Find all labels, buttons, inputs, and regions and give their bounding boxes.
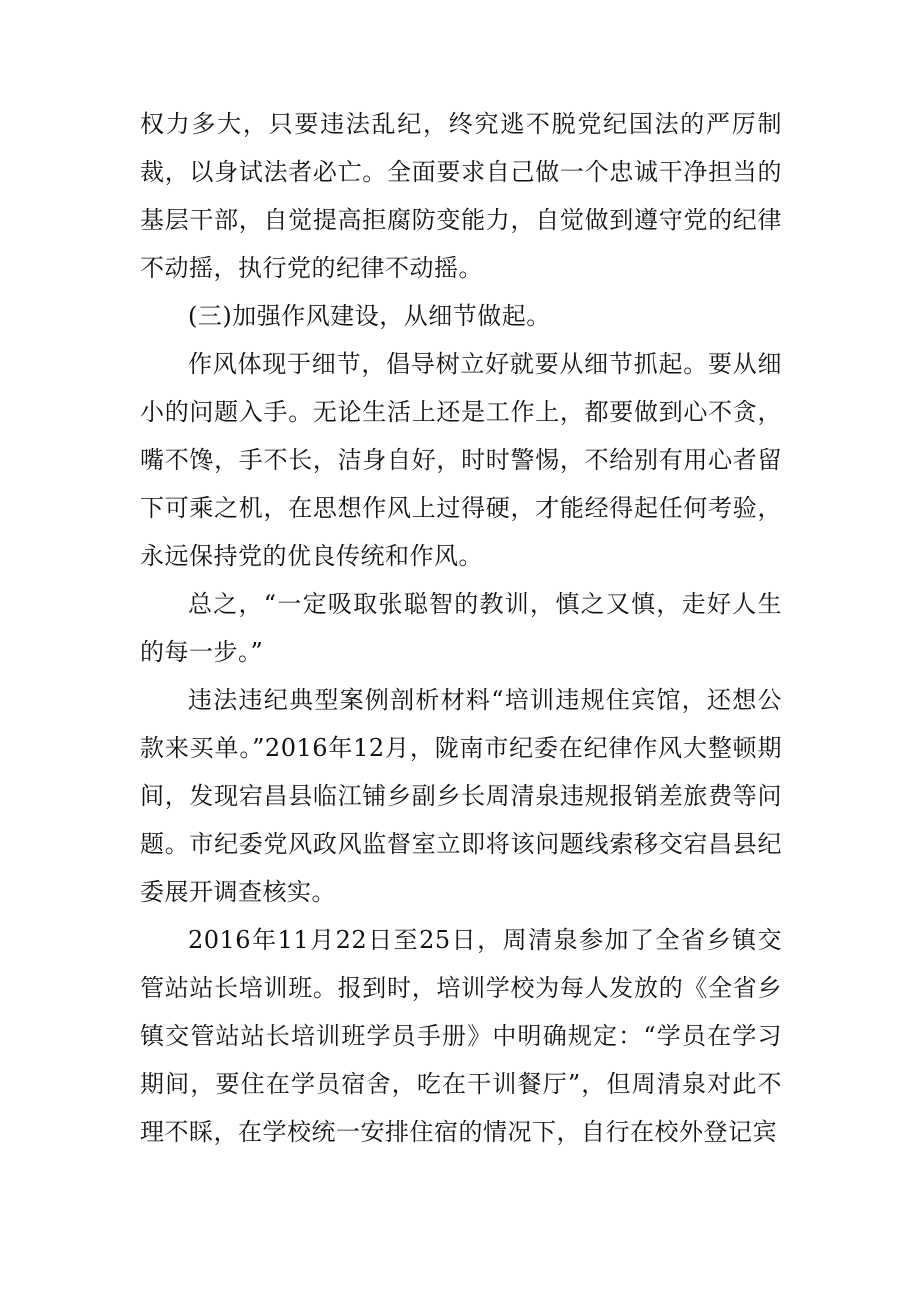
paragraph-2-heading: (三)加强作风建设，从细节做起。 bbox=[188, 302, 551, 330]
paragraph-3: 作风体现于细节，倡导树立好就要从细节抓起。要从细小的问题入手。无论生活上还是工作上，都要做到心不贪，嘴不馋，手不长，洁身自好，时时警惕，不给别有用心者留下可乘之机，在思想作风上过得硬，才能经得起任何考验，永远保持党的优良传统和作风。 bbox=[140, 350, 782, 570]
paragraph-5: 违法违纪典型案例剖析材料“培训违规住宾馆，还想公款来买单。”2016年12月，陇南市纪委在纪律作风大整顿期间，发现宕昌县临江铺乡副乡长周清泉违规报销差旅费等问题。市纪委党风政风监督室立即将该问题线索移交宕昌县纪委展开调查核实。 bbox=[140, 686, 782, 906]
paragraph-6: 2016年11月22日至25日，周清泉参加了全省乡镇交管站站长培训班。报到时，培训学校为每人发放的《全省乡镇交管站站长培训班学员手册》中明确规定：“学员在学习期间，要住在学员宿舍，吃在干训餐厅”，但周清泉对此不理不睬，在学校统一安排住宿的情况下，自行在校外登记宾 bbox=[140, 926, 782, 1146]
paragraph-1: 权力多大，只要违法乱纪，终究逃不脱党纪国法的严厉制裁，以身试法者必亡。全面要求自己做一个忠诚干净担当的基层干部，自觉提高拒腐防变能力，自觉做到遵守党的纪律不动摇，执行党的纪律不动摇。 bbox=[140, 110, 782, 282]
paragraph-4: 总之，“一定吸取张聪智的教训，慎之又慎，走好人生的每一步。” bbox=[140, 590, 782, 666]
document-body bbox=[140, 100, 782, 1156]
